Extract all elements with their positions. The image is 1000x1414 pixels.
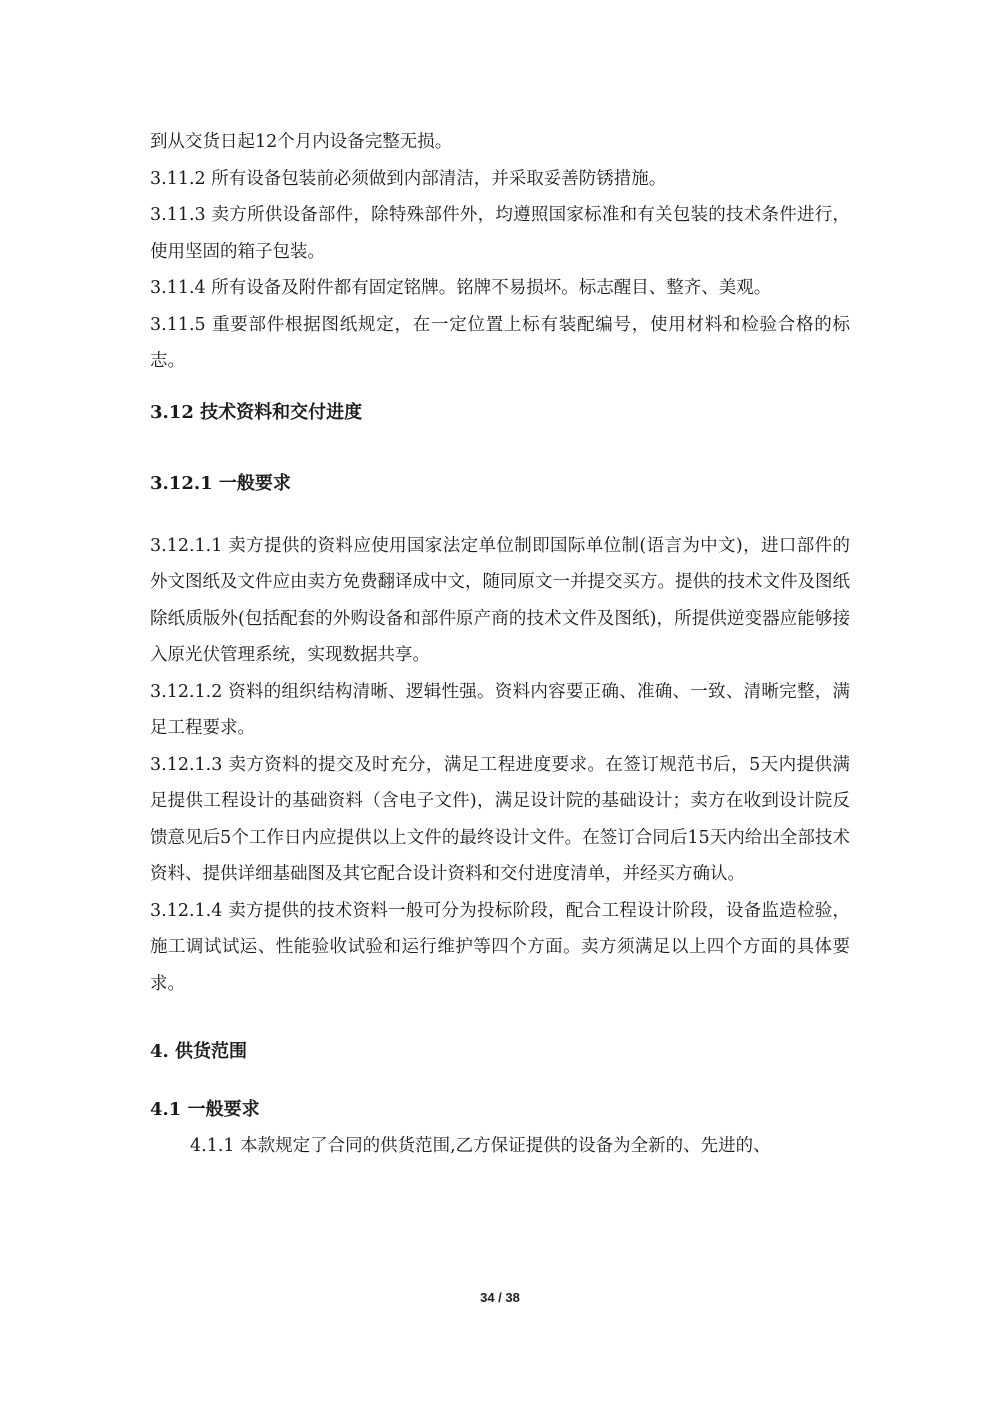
page-number: 34 / 38 (480, 1290, 520, 1305)
paragraph-3-12-1-2: 3.12.1.2 资料的组织结构清晰、逻辑性强。资料内容要正确、准确、一致、清晰完整，满足工程要求。 (150, 681, 850, 738)
paragraph-3-11-3: 3.11.3 卖方所供设备部件，除特殊部件外，均遵照国家标准和有关包装的技术条件进行，使用坚固的箱子包装。 (150, 205, 850, 262)
paragraph-3-12-1-1: 3.12.1.1 卖方提供的资料应使用国家法定单位制即国际单位制(语言为中文)，进口部件的外文图纸及文件应由卖方免费翻译成中文，随同原文一并提交买方。提供的技术文件及图纸除纸质版外(包括配套的外购设备和部件原产商的技术文件及图纸)，所提供逆变器应能够接入原光伏管理系统，实现数据共享。 (150, 535, 850, 665)
paragraph-3-11-2: 3.11.2 所有设备包装前必须做到内部清洁，并采取妥善防锈措施。 (150, 168, 667, 189)
paragraph-3-11-5: 3.11.5 重要部件根据图纸规定，在一定位置上标有装配编号，使用材料和检验合格的标志。 (150, 314, 850, 371)
section-heading-4: 4. 供货范围 (150, 1041, 248, 1062)
paragraph-3-11-1-cont: 到从交货日起12个月内设备完整无损。 (150, 132, 453, 152)
section-heading-3-12-1: 3.12.1 一般要求 (150, 472, 291, 494)
section-heading-4-1: 4.1 一般要求 (150, 1099, 260, 1120)
paragraph-4-1-1: 4.1.1 本款规定了合同的供货范围,乙方保证提供的设备为全新的、先进的、 (190, 1136, 771, 1156)
section-heading-3-12: 3.12 技术资料和交付进度 (150, 401, 363, 423)
paragraph-3-12-1-3: 3.12.1.3 卖方资料的提交及时充分，满足工程进度要求。在签订规范书后，5天内提供满足提供工程设计的基础资料（含电子文件)，满足设计院的基础设计；卖方在收到设计院反馈意见后5个工作日内应提供以上文件的最终设计文件。在签订合同后15天内给出全部技术资料、提供详细基础图及其它配合设计资料和交付进度清单，并经买方确认。 (150, 754, 850, 884)
paragraph-3-11-4: 3.11.4 所有设备及附件都有固定铭牌。铭牌不易损坏。标志醒目、整齐、美观。 (150, 278, 772, 298)
paragraph-3-12-1-4: 3.12.1.4 卖方提供的技术资料一般可分为投标阶段，配合工程设计阶段，设备监造检验，施工调试试运、性能验收试验和运行维护等四个方面。卖方须满足以上四个方面的具体要求。 (150, 900, 850, 994)
page-body (150, 124, 850, 1165)
